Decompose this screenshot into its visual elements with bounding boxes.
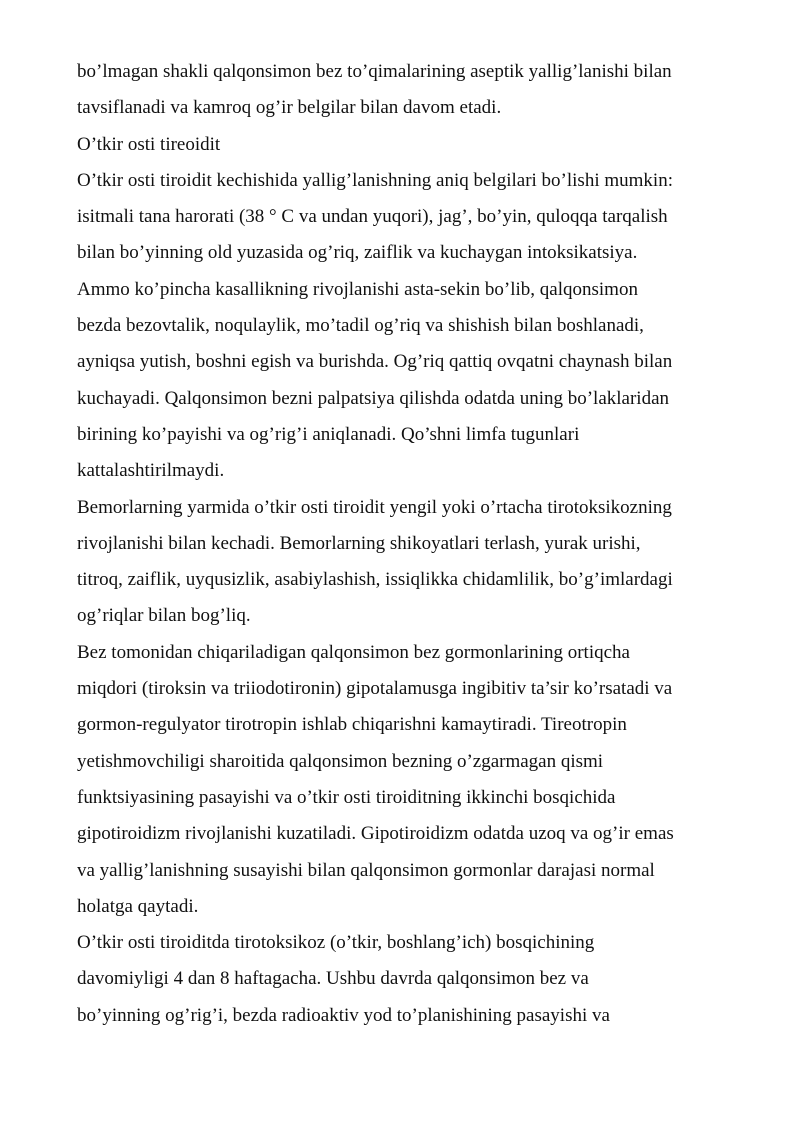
text-line: bo’yinning og’rig’i, bezda radioaktiv yod to’planishining pasayishi va <box>77 1004 610 1026</box>
text-line: Bemorlarning yarmida o’tkir osti tiroidit yengil yoki o’rtacha tirotoksikozning <box>77 496 672 518</box>
paragraph-3 <box>77 163 767 490</box>
text-line: tavsiflanadi va kamroq og’ir belgilar bilan davom etadi. <box>77 97 502 119</box>
text-line: funktsiyasining pasayishi va o’tkir osti tiroiditning ikkinchi bosqichida <box>77 786 616 808</box>
text-line: kattalashtirilmaydi. <box>77 460 225 482</box>
text-line: isitmali tana harorati (38 ° C va undan yuqori), jag’, bo’yin, quloqqa tarqalish <box>77 206 668 228</box>
heading-line: O’tkir osti tireoidit <box>77 133 221 155</box>
paragraph-6 <box>77 925 767 1034</box>
text-line: bo’lmagan shakli qalqonsimon bez to’qimalarining aseptik yallig’lanishi bilan <box>77 61 672 82</box>
text-line: rivojlanishi bilan kechadi. Bemorlarning shikoyatlari terlash, yurak urishi, <box>77 532 641 554</box>
text-line: Bez tomonidan chiqariladigan qalqonsimon bez gormonlarining ortiqcha <box>77 641 630 663</box>
text-line: O’tkir osti tiroidit kechishida yallig’lanishning aniq belgilari bo’lishi mumkin: <box>77 169 673 191</box>
document-body <box>77 54 767 1034</box>
text-line: birining ko’payishi va og’rig’i aniqlanadi. Qo’shni limfa tugunlari <box>77 423 580 445</box>
text-line: gormon-regulyator tirotropin ishlab chiqarishni kamaytiradi. Tireotropin <box>77 714 627 736</box>
text-line: ayniqsa yutish, boshni egish va burishda. Og’riq qattiq ovqatni chaynash bilan <box>77 351 673 373</box>
text-line: va yallig’lanishning susayishi bilan qalqonsimon gormonlar darajasi normal <box>77 859 655 881</box>
text-line: bezda bezovtalik, noqulaylik, mo’tadil og’riq va shishish bilan boshlanadi, <box>77 315 644 337</box>
paragraph-1 <box>77 54 767 127</box>
text-line: O’tkir osti tiroiditda tirotoksikoz (o’tkir, boshlang’ich) bosqichining <box>77 932 595 954</box>
text-line: kuchayadi. Qalqonsimon bezni palpatsiya qilishda odatda uning bo’laklaridan <box>77 387 670 409</box>
text-line: gipotiroidizm rivojlanishi kuzatiladi. Gipotiroidizm odatda uzoq va og’ir emas <box>77 823 674 845</box>
text-line: bilan bo’yinning old yuzasida og’riq, zaiflik va kuchaygan intoksikatsiya. <box>77 242 638 264</box>
text-line: og’riqlar bilan bog’liq. <box>77 605 251 627</box>
paragraph-4 <box>77 490 767 635</box>
paragraph-5 <box>77 635 767 925</box>
text-line: miqdori (tiroksin va triiodotironin) gipotalamusga ingibitiv ta’sir ko’rsatadi va <box>77 678 673 700</box>
text-line: Ammo ko’pincha kasallikning rivojlanishi asta-sekin bo’lib, qalqonsimon <box>77 278 638 300</box>
text-line: holatga qaytadi. <box>77 895 199 917</box>
text-line: davomiyligi 4 dan 8 haftagacha. Ushbu davrda qalqonsimon bez va <box>77 968 589 990</box>
section-heading <box>77 127 767 163</box>
text-line: yetishmovchiligi sharoitida qalqonsimon bezning o’zgarmagan qismi <box>77 750 604 772</box>
text-line: titroq, zaiflik, uyqusizlik, asabiylashish, issiqlikka chidamlilik, bo’g’imlardagi <box>77 569 673 591</box>
